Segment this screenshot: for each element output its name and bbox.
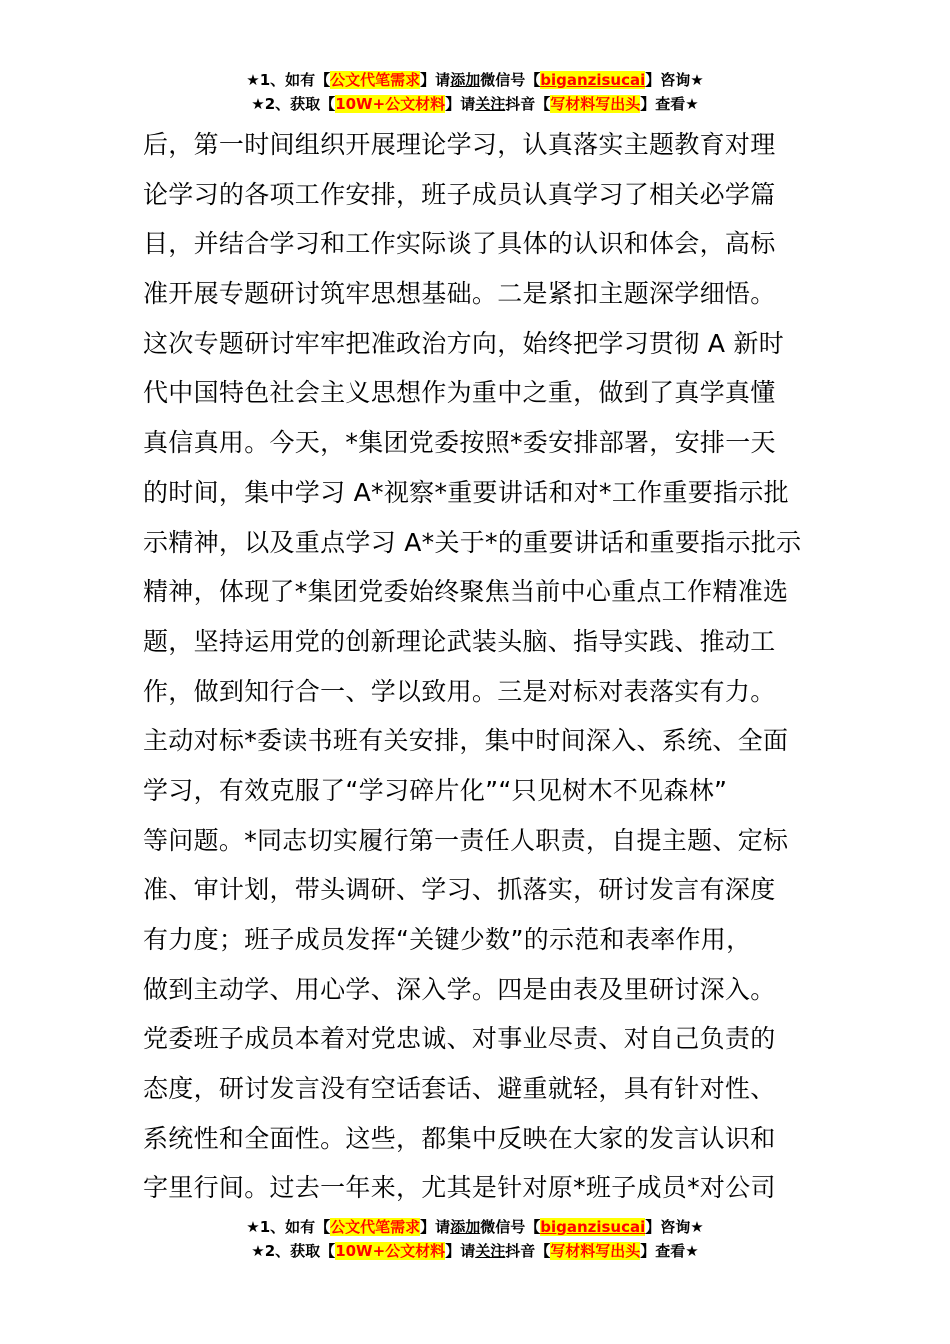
banner-text: ★1、如有【 (246, 71, 331, 89)
banner-text: 】请 (445, 1242, 476, 1260)
banner-highlight: 公文代笔需求 (330, 1218, 421, 1236)
banner-text: 抖音【 (505, 95, 551, 113)
body-line: 真信真用。今天，*集团党委按照*委安排部署，安排一天 (143, 428, 776, 458)
body-line: 代中国特色社会主义思想作为重中之重，做到了真学真懂 (143, 378, 776, 408)
banner-highlight: 10W+公文材料 (335, 1242, 446, 1260)
banner-highlight: 10W+公文材料 (335, 95, 446, 113)
banner-text: 】查看★ (640, 95, 699, 113)
banner-line-1 (0, 68, 950, 92)
body-line: 系统性和全面性。这些，都集中反映在大家的发言认识和 (143, 1123, 776, 1153)
body-line: 有力度；班子成员发挥“关键少数”的示范和表率作用， (143, 925, 752, 954)
banner-text: 】查看★ (640, 1242, 699, 1260)
body-line: 题，坚持运用党的创新理论武装头脑、指导实践、推动工 (143, 626, 776, 656)
wechat-id-link[interactable]: biganzisucai (540, 1218, 646, 1236)
body-line: 党委班子成员本着对党忠诚、对事业尽责、对自己负责的 (143, 1024, 776, 1054)
banner-underlined-text: 关注 (475, 95, 506, 113)
banner-text: ★1、如有【 (246, 1218, 331, 1236)
banner-line-2 (0, 92, 950, 116)
body-line: 字里行间。过去一年来，尤其是针对原*班子成员*对公司 (143, 1173, 776, 1203)
body-line: 准、审计划，带头调研、学习、抓落实，研讨发言有深度 (143, 875, 776, 905)
douyin-account-highlight: 写材料写出头 (550, 1242, 641, 1260)
body-line: 示精神，以及重点学习 A*关于*的重要讲话和重要指示批示 (143, 527, 802, 557)
douyin-account-highlight: 写材料写出头 (550, 95, 641, 113)
body-line: 准开展专题研讨筑牢思想基础。二是紧扣主题深学细悟。 (143, 279, 776, 309)
body-line: 主动对标*委读书班有关安排，集中时间深入、系统、全面 (143, 726, 789, 756)
banner-text: 】咨询★ (645, 71, 704, 89)
body-line: 学习，有效克服了“学习碎片化”“只见树木不见森林” (143, 775, 728, 805)
banner-underlined-text: 添加 (450, 71, 481, 89)
banner-underlined-text: 添加 (450, 1218, 481, 1236)
wechat-id-link[interactable]: biganzisucai (540, 71, 646, 89)
body-line: 等问题。*同志切实履行第一责任人职责，自提主题、定标 (143, 825, 789, 855)
banner-underlined-text: 关注 (475, 1242, 506, 1260)
body-line: 精神，体现了*集团党委始终聚焦当前中心重点工作精准选 (143, 577, 789, 607)
banner-text: 】咨询★ (645, 1218, 704, 1236)
banner-text: 】请 (445, 95, 476, 113)
banner-highlight: 公文代笔需求 (330, 71, 421, 89)
document-body (143, 120, 809, 1213)
banner-line-2 (0, 1239, 950, 1263)
banner-text: 抖音【 (505, 1242, 551, 1260)
banner-text: 】请 (420, 1218, 451, 1236)
body-line: 的时间，集中学习 A*视察*重要讲话和对*工作重要指示批 (143, 477, 789, 507)
banner-text: ★2、获取【 (251, 1242, 336, 1260)
banner-text: 微信号【 (480, 1218, 541, 1236)
body-line: 态度，研讨发言没有空话套话、避重就轻，具有针对性、 (143, 1074, 776, 1104)
body-line: 这次专题研讨牢牢把准政治方向，始终把学习贯彻 A 新时 (143, 328, 785, 358)
banner-text: ★2、获取【 (251, 95, 336, 113)
banner-line-1 (0, 1215, 950, 1239)
body-line: 做到主动学、用心学、深入学。四是由表及里研讨深入。 (143, 974, 776, 1004)
body-line: 论学习的各项工作安排，班子成员认真学习了相关必学篇 (143, 179, 776, 209)
footer-banner (0, 1215, 950, 1263)
body-line: 目，并结合学习和工作实际谈了具体的认识和体会，高标 (143, 229, 776, 259)
body-line: 作，做到知行合一、学以致用。三是对标对表落实有力。 (143, 676, 776, 706)
banner-text: 】请 (420, 71, 451, 89)
body-line: 后，第一时间组织开展理论学习，认真落实主题教育对理 (143, 130, 776, 159)
banner-text: 微信号【 (480, 71, 541, 89)
header-banner (0, 68, 950, 116)
